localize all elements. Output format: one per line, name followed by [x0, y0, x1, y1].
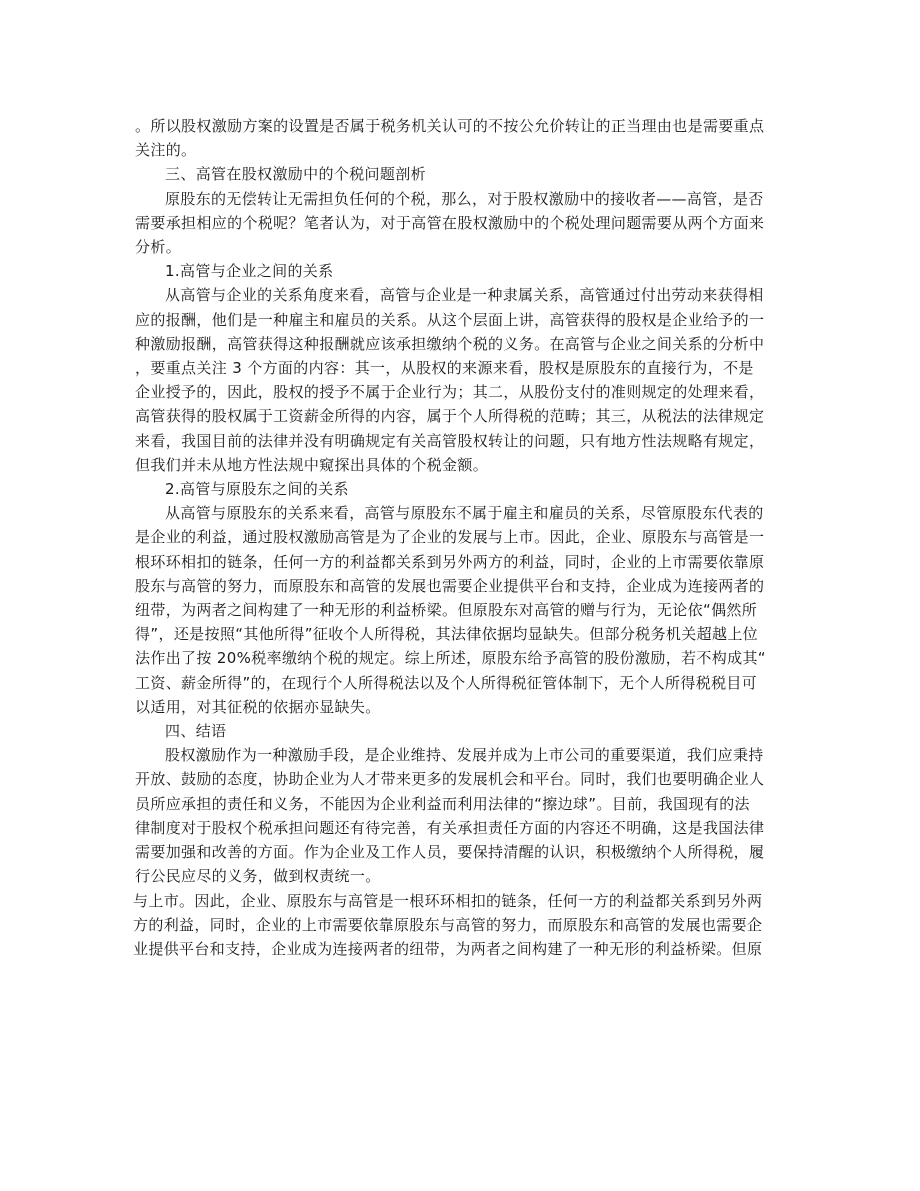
text-line: 。所以股权激励方案的设置是否属于税务机关认可的不按公允价转让的正当理由也是需要重点	[135, 117, 765, 135]
text-line: 以适用，对其征税的依据亦显缺失。	[135, 697, 381, 716]
text-line: 方的利益，同时，企业的上市需要依靠原股东与高管的努力，而原股东和高管的发展也需要企	[133, 915, 763, 934]
text-line: 工资、薪金所得”的，在现行个人所得税法以及个人所得税征管体制下，无个人所得税税目可	[135, 673, 758, 692]
text-line: 股权激励作为一种激励手段，是企业维持、发展并成为上市公司的重要渠道，我们应秉持	[165, 746, 764, 765]
text-line: 三、高管在股权激励中的个税问题剖析	[165, 165, 426, 184]
text-line: 来看，我国目前的法律并没有明确规定有关高管股权转让的问题，只有地方性法规略有规定，	[135, 431, 765, 450]
text-line: 行公民应尽的义务，做到权责统一。	[135, 867, 381, 886]
text-line: 根环环相扣的链条，任何一方的利益都关系到另外两方的利益，同时，企业的上市需要依靠原	[135, 552, 765, 571]
text-line: 是企业的利益，通过股权激励高管是为了企业的发展与上市。因此，企业、原股东与高管是一	[135, 528, 765, 547]
text-line: 种激励报酬，高管获得这种报酬就应该承担缴纳个税的义务。在高管与企业之间关系的分析中	[135, 334, 765, 353]
text-line: 从高管与企业的关系角度来看，高管与企业是一种隶属关系，高管通过付出劳动来获得相	[165, 286, 764, 305]
text-line: 关注的。	[135, 141, 197, 160]
text-line: 需要承担相应的个税呢？笔者认为，对于高管在股权激励中的个税处理问题需要从两个方面来	[135, 213, 765, 232]
text-line: 应的报酬，他们是一种雇主和雇员的关系。从这个层面上讲，高管获得的股权是企业给予的一	[135, 310, 765, 329]
text-line: 需要加强和改善的方面。作为企业及工作人员，要保持清醒的认识，积极缴纳个人所得税，履	[135, 843, 765, 862]
text-line: 开放、鼓励的态度，协助企业为人才带来更多的发展机会和平台。同时，我们也要明确企业人	[135, 770, 765, 789]
text-line: 从高管与原股东的关系来看，高管与原股东不属于雇主和雇员的关系，尽管原股东代表的	[165, 504, 764, 523]
document-page	[135, 114, 787, 961]
text-line: 律制度对于股权个税承担问题还有待完善，有关承担责任方面的内容还不明确，这是我国法律	[135, 818, 765, 837]
text-line: 分析。	[135, 238, 182, 257]
text-line: 股东与高管的努力，而原股东和高管的发展也需要企业提供平台和支持，企业成为连接两者的	[135, 576, 765, 595]
text-line: 法作出了按 20%税率缴纳个税的规定。综上所述，原股东给予高管的股份激励，若不构成其“	[135, 649, 766, 668]
text-line: 原股东的无偿转让无需担负任何的个税，那么，对于股权激励中的接收者——高管，是否	[165, 189, 764, 208]
text-line: ，要重点关注 3 个方面的内容：其一，从股权的来源来看，股权是原股东的直接行为，不是	[135, 359, 754, 378]
text-line: 四、结语	[165, 722, 227, 741]
text-line: 员所应承担的责任和义务，不能因为企业利益而利用法律的“擦边球”。目前，我国现有的法	[135, 794, 750, 813]
text-line: 得”，还是按照“其他所得”征收个人所得税，其法律依据均显缺失。但部分税务机关超越上位	[135, 625, 759, 644]
text-line: 与上市。因此，企业、原股东与高管是一根环环相扣的链条，任何一方的利益都关系到另外两	[133, 891, 763, 910]
text-line: 高管获得的股权属于工资薪金所得的内容，属于个人所得税的范畴；其三，从税法的法律规定	[135, 407, 765, 426]
text-line: 业提供平台和支持，企业成为连接两者的纽带，为两者之间构建了一种无形的利益桥梁。但原	[133, 939, 763, 958]
text-line: 纽带，为两者之间构建了一种无形的利益桥梁。但原股东对高管的赠与行为，无论依“偶然所	[135, 601, 758, 620]
text-line: 但我们并未从地方性法规中窥探出具体的个税金额。	[135, 455, 489, 474]
text-line: 1.高管与企业之间的关系	[165, 262, 334, 281]
text-line: 企业授予的，因此，股权的授予不属于企业行为；其二，从股份支付的准则规定的处理来看，	[135, 383, 765, 402]
text-line: 2.高管与原股东之间的关系	[165, 480, 349, 499]
